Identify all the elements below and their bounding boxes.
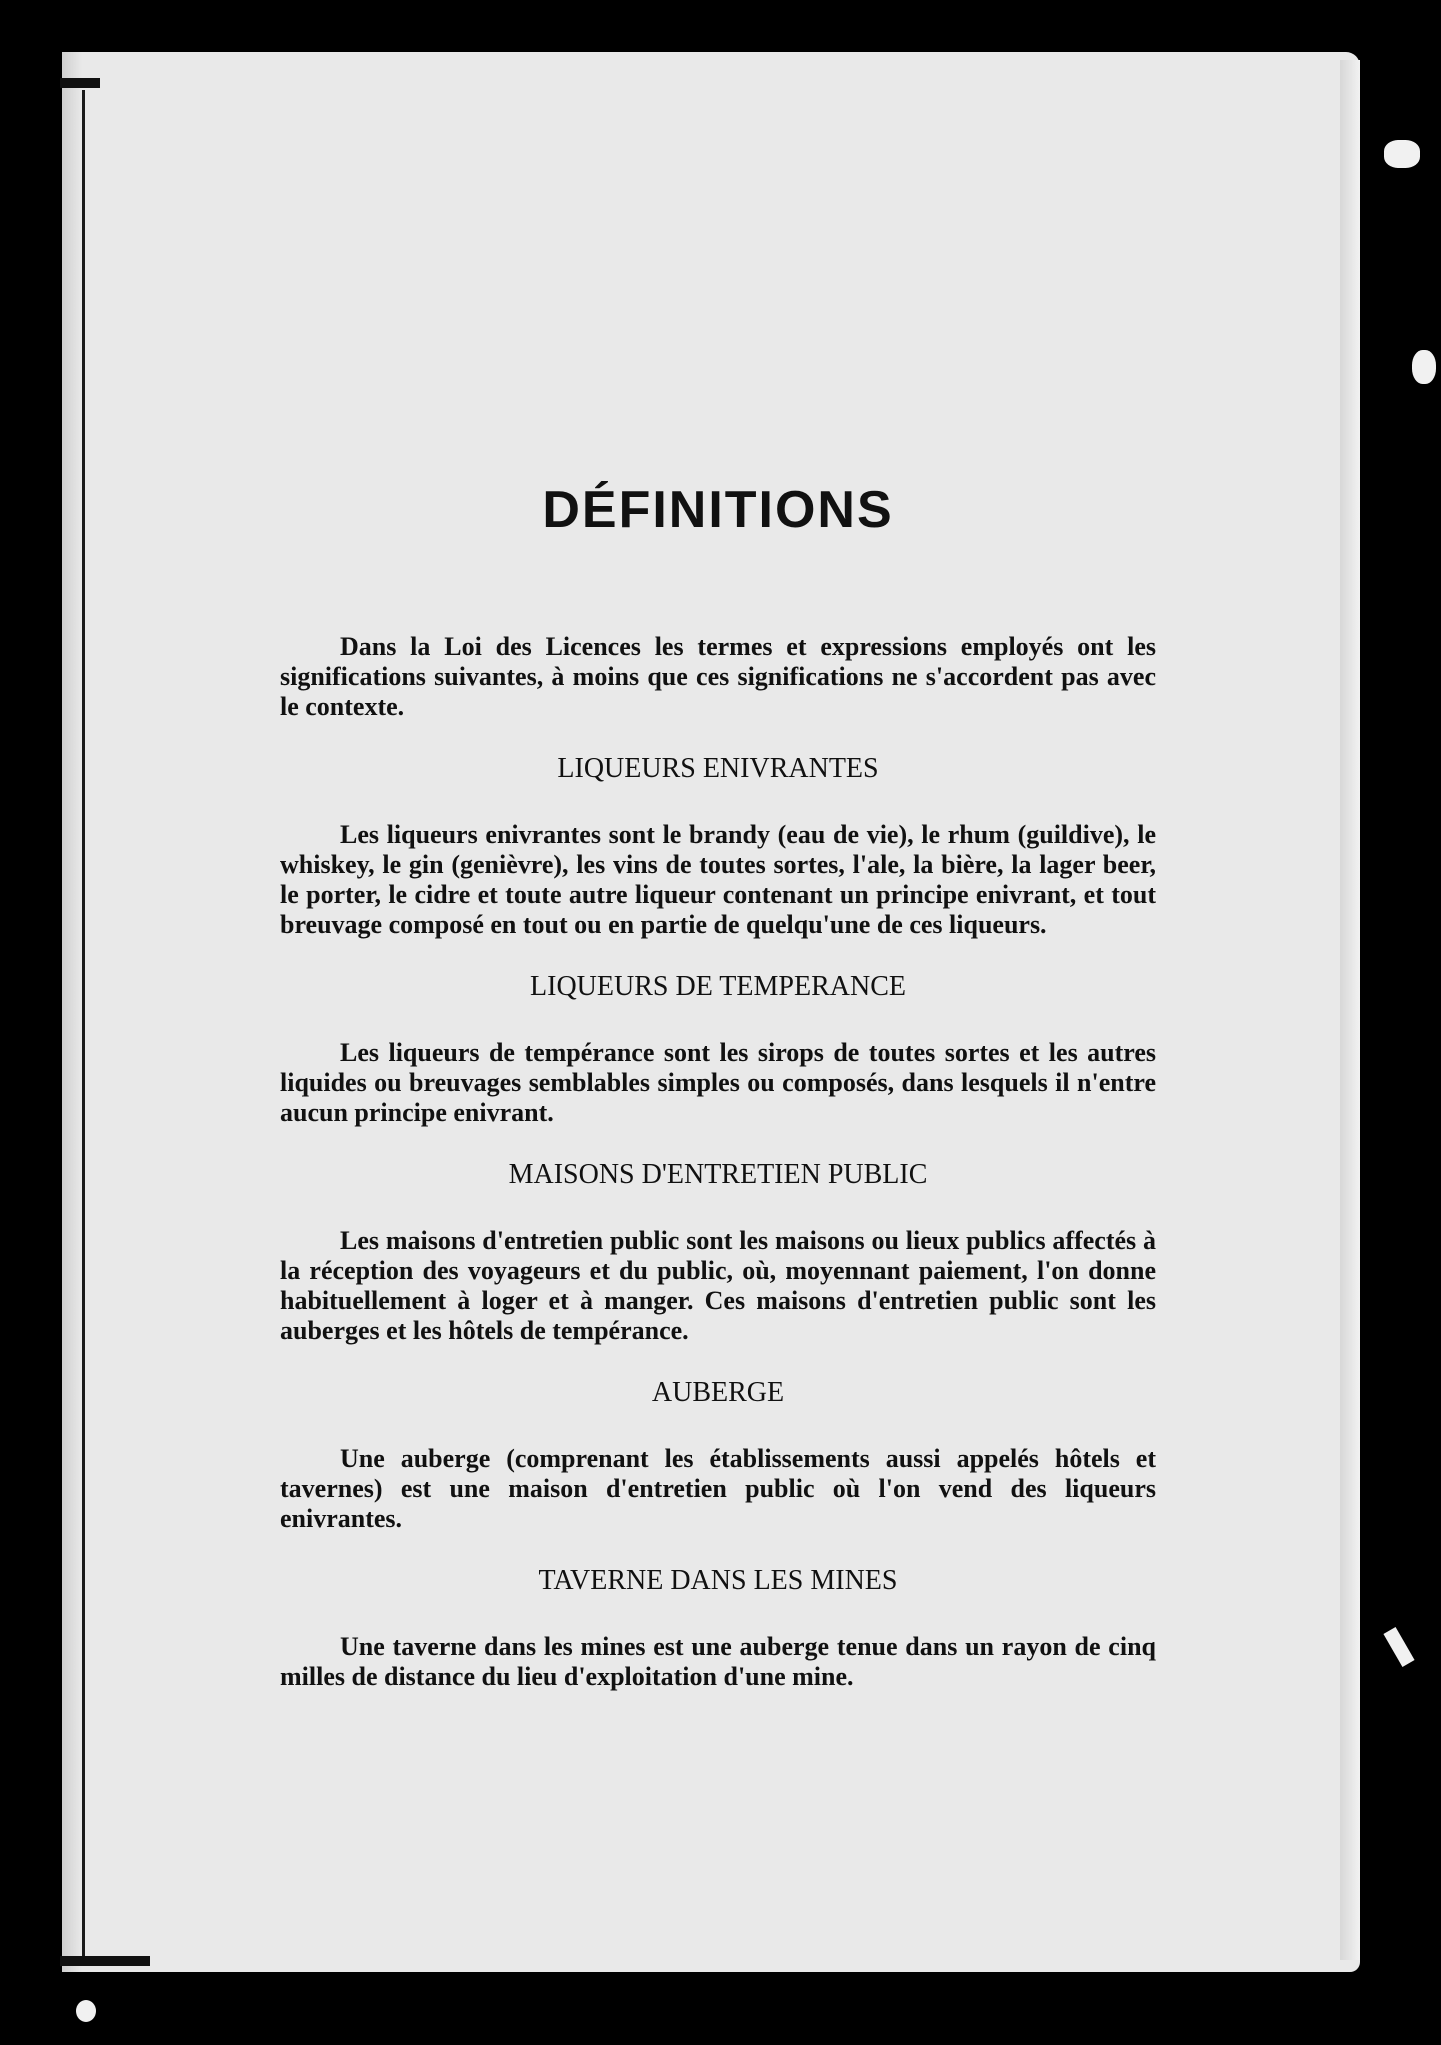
section-text-auberge: Une auberge (comprenant les établissements aussi appelés hôtels et tavernes) est une maison d'entretien public où l'on vend des liqueurs enivrantes. [280,1444,1156,1533]
scan-debris-top-right [1384,140,1420,168]
section-text-liqueurs-de-temperance: Les liqueurs de tempérance sont les sirops de toutes sortes et les autres liquides ou breuvages semblables simples ou composés, dans lesquels il n'entre aucun principe enivrant. [280,1038,1156,1127]
section-heading-taverne-dans-les-mines: TAVERNE DANS LES MINES [538,1565,898,1596]
document-title: DÉFINITIONS [542,481,894,539]
scan-debris-bottom-left [76,2000,96,2022]
document-body [280,480,1156,1692]
gutter-smudge-bottom [60,1956,150,1966]
section-heading-liqueurs-de-temperance: LIQUEURS DE TEMPERANCE [530,971,906,1002]
scan-debris-right-lower [1383,1627,1414,1667]
section-heading-liqueurs-enivrantes: LIQUEURS ENIVRANTES [557,753,879,784]
gutter-smudge-top [60,78,100,88]
section-heading-maisons-entretien-public: MAISONS D'ENTRETIEN PUBLIC [508,1159,928,1190]
section-heading-auberge: AUBERGE [651,1377,785,1408]
scan-debris-right [1412,350,1436,384]
binding-gutter-line [82,90,85,1960]
section-text-maisons-entretien-public: Les maisons d'entretien public sont les maisons ou lieux publics affectés à la réception des voyageurs et du public, où, moyennant paiement, l'on donne habituellement à loger et à manger. Ces maisons d'entretien public sont les auberges et les hôtels de tempérance. [280,1226,1156,1345]
page-inner-edge [62,52,82,1972]
page-outer-edge [1340,60,1360,1960]
section-text-taverne-dans-les-mines: Une taverne dans les mines est une auberge tenue dans un rayon de cinq milles de distance du lieu d'exploitation d'une mine. [280,1632,1156,1691]
section-text-liqueurs-enivrantes: Les liqueurs enivrantes sont le brandy (eau de vie), le rhum (guildive), le whiskey, le gin (genièvre), les vins de toutes sortes, l'ale, la bière, la lager beer, le porter, le cidre et toute autre liqueur contenant un principe enivrant, et tout breuvage composé en tout ou en partie de quelqu'une de ces liqueurs. [280,820,1156,939]
intro-paragraph: Dans la Loi des Licences les termes et expressions employés ont les significations suivantes, à moins que ces significations ne s'accordent pas avec le contexte. [280,632,1156,721]
